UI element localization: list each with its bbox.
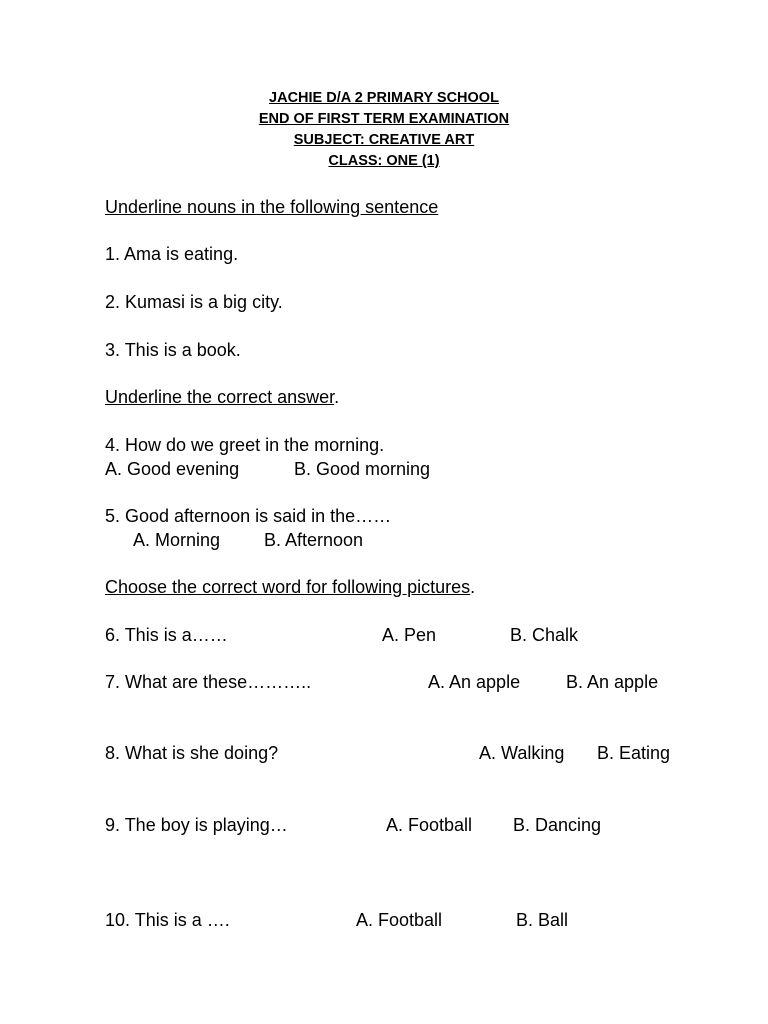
section-correct-answer-title: [105, 385, 339, 409]
question-6-option-a: A. Pen: [382, 625, 437, 645]
question-8-option-a: A. Walking: [479, 743, 565, 763]
question-5-option-a: A. Morning: [133, 530, 221, 550]
question-5-option-b: B. Afternoon: [264, 530, 364, 550]
section-correct-answer-text: Underline the correct answer: [105, 387, 335, 407]
class-line: CLASS: ONE (1): [328, 153, 440, 169]
question-3: 3. This is a book.: [105, 340, 241, 360]
school-name: JACHIE D/A 2 PRIMARY SCHOOL: [269, 90, 499, 106]
question-10: 10. This is a ….: [105, 910, 230, 930]
section-nouns-title: Underline nouns in the following sentence: [105, 197, 439, 217]
question-6: 6. This is a……: [105, 625, 228, 645]
section-pictures-text: Choose the correct word for following pictures: [105, 577, 471, 597]
question-7: 7. What are these………..: [105, 672, 312, 692]
question-9-option-b: B. Dancing: [513, 815, 602, 835]
question-4: 4. How do we greet in the morning.: [105, 435, 385, 455]
question-7-option-a: A. An apple: [428, 672, 521, 692]
section-correct-answer-period: .: [334, 387, 340, 407]
question-4-option-a: A. Good evening: [105, 459, 240, 479]
subject-line: SUBJECT: CREATIVE ART: [293, 132, 475, 148]
question-4-option-b: B. Good morning: [294, 459, 431, 479]
question-8-option-b: B. Eating: [597, 743, 671, 763]
question-9: 9. The boy is playing…: [105, 815, 288, 835]
exam-title: END OF FIRST TERM EXAMINATION: [258, 111, 510, 127]
question-2: 2. Kumasi is a big city.: [105, 292, 283, 312]
question-10-option-b: B. Ball: [516, 910, 569, 930]
section-pictures-period: .: [470, 577, 476, 597]
question-5: 5. Good afternoon is said in the……: [105, 506, 392, 526]
question-6-option-b: B. Chalk: [510, 625, 579, 645]
question-1: 1. Ama is eating.: [105, 244, 239, 264]
section-pictures-title: [105, 575, 475, 599]
question-9-option-a: A. Football: [386, 815, 473, 835]
question-7-option-b: B. An apple: [566, 672, 659, 692]
question-10-option-a: A. Football: [356, 910, 443, 930]
question-8: 8. What is she doing?: [105, 743, 279, 763]
